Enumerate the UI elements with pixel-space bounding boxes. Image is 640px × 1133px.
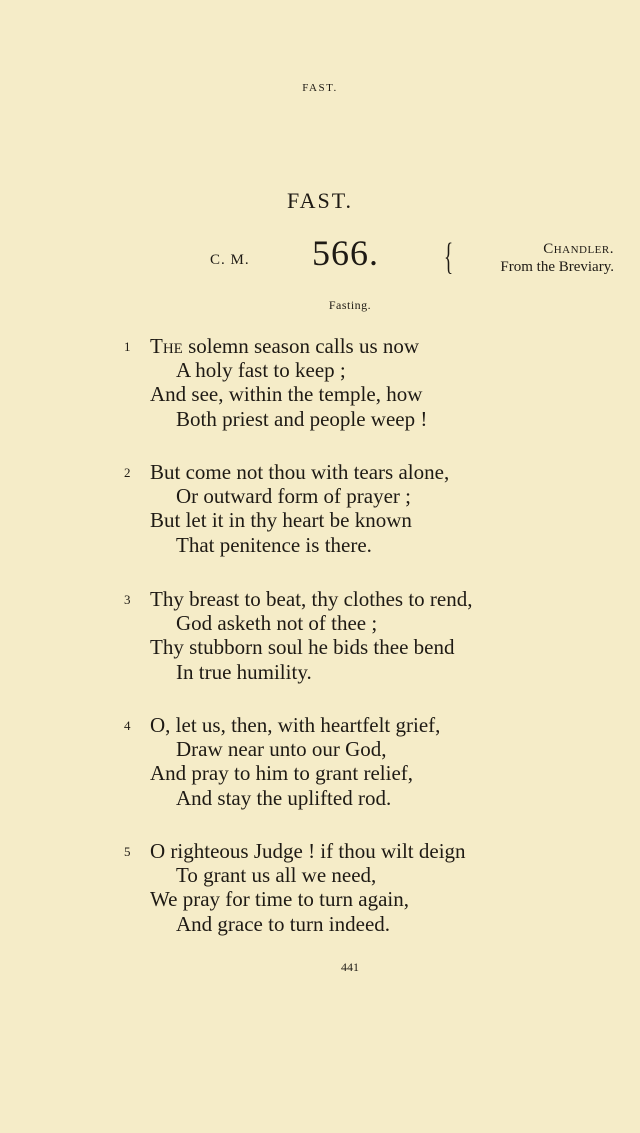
stanza-line: [150, 334, 419, 358]
page-number: 441: [341, 960, 359, 974]
hymn-subject: Fasting.: [328, 298, 372, 312]
stanza-number: 2: [124, 465, 131, 480]
stanza-line: Both priest and people weep !: [176, 407, 428, 431]
stanza-line: God asketh not of thee ;: [176, 611, 378, 635]
hymn-number: 566.: [312, 233, 379, 273]
stanza-line: O righteous Judge ! if thou wilt deign: [150, 839, 466, 863]
stanza-line: But let it in thy heart be known: [150, 508, 412, 532]
running-head: FAST.: [302, 82, 338, 94]
stanza-number: 1: [124, 339, 131, 354]
stanza-line: To grant us all we need,: [176, 863, 377, 887]
line-text: solemn season calls us now: [182, 334, 420, 358]
stanza-line: And see, within the temple, how: [150, 382, 423, 406]
stanza-number: 3: [124, 592, 131, 607]
stanza-number: 4: [124, 718, 131, 733]
stanza-line: We pray for time to turn again,: [150, 887, 409, 911]
stanza-line: Thy breast to beat, thy clothes to rend,: [150, 587, 473, 611]
brace-glyph: {: [444, 236, 454, 278]
stanza-line: And pray to him to grant relief,: [150, 761, 414, 785]
stanza-line: And grace to turn indeed.: [176, 912, 391, 936]
stanza-line: But come not thou with tears alone,: [150, 460, 450, 484]
hymn-attribution: [458, 240, 614, 276]
hymn-meter: C. M.: [210, 252, 250, 268]
stanza-line: A holy fast to keep ;: [176, 358, 346, 382]
initial-word: The: [150, 334, 183, 358]
hymn-source: From the Breviary.: [500, 259, 614, 275]
stanza-number: 5: [124, 844, 131, 859]
stanza-line: O, let us, then, with heartfelt grief,: [150, 713, 441, 737]
stanza-line: In true humility.: [176, 660, 312, 684]
section-title: FAST.: [286, 188, 354, 213]
stanza-line: Thy stubborn soul he bids thee bend: [150, 635, 455, 659]
stanza-line: Draw near unto our God,: [176, 737, 387, 761]
stanza-line: That penitence is there.: [176, 533, 372, 557]
stanza-line: And stay the uplifted rod.: [176, 786, 392, 810]
hymn-author: Chandler.: [543, 241, 614, 257]
stanza-line: Or outward form of prayer ;: [176, 484, 411, 508]
